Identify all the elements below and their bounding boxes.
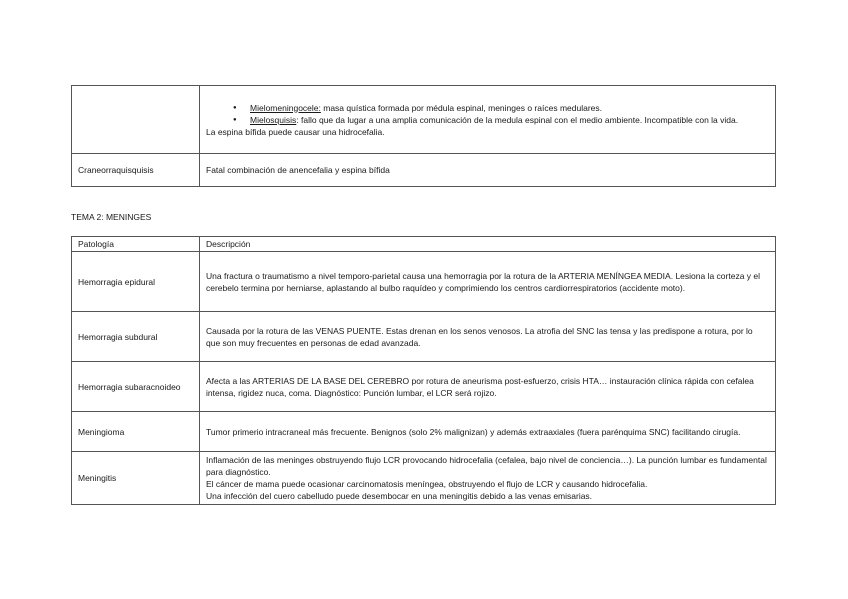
description-line: Una infección del cuero cabelludo puede desembocar en una meningitis debido a las venas emisarias. [206, 491, 593, 501]
description-cell: Afecta a las ARTERIAS DE LA BASE DEL CEREBRO por rotura de aneurisma post-esfuerzo, crisis HTA… instauración clínica rápida con cefalea intensa, rigidez nuca, coma. Diagnóstico: Punción lumbar, el LCR será rojizo. [200, 362, 776, 412]
section-title: TEMA 2: MENINGES [71, 212, 152, 222]
note-text: La espina bífida puede causar una hidrocefalia. [206, 126, 385, 137]
table-row [72, 252, 776, 312]
table-row [72, 312, 776, 362]
pathology-label: Meningitis [72, 452, 200, 505]
pathology-label: Hemorragia subdural [72, 312, 200, 362]
table-row [72, 154, 776, 187]
pathology-label: Craneorraquisquisis [72, 154, 200, 187]
header-descripcion: Descripción [200, 237, 776, 252]
table-row [72, 362, 776, 412]
term: Mielomeningocele: [250, 102, 321, 113]
description-cell: Fatal combinación de anencefalia y espina bífida [200, 154, 776, 187]
term: Mielosquisis [250, 114, 297, 125]
term-text: masa quística formada por médula espinal, meninges o raíces medulares. [320, 102, 602, 113]
description-cell [200, 86, 776, 154]
list-item [250, 102, 769, 114]
bullet-list [206, 102, 769, 126]
description-cell: Tumor primerio intracraneal más frecuente. Benignos (solo 2% malignizan) y además extraaxiales (fuera parénquima SNC) facilitando cirugía. [200, 412, 776, 452]
description-cell: Causada por la rotura de las VENAS PUENTE. Estas drenan en los senos venosos. La atrofia del SNC las tensa y las predispone a rotura, por lo que son muy frecuentes en personas de edad avanzada. [200, 312, 776, 362]
table-row [72, 86, 776, 154]
description-cell: Una fractura o traumatismo a nivel temporo-parietal causa una hemorragia por la rotura de la ARTERIA MENÍNGEA MEDIA. Lesiona la corteza y el cerebelo termina por herniarse, aplastando al bulbo raquídeo y comprimiendo los centros cardiorrespiratorios (accidente moto). [200, 252, 776, 312]
description-cell [200, 452, 776, 505]
pathology-label: Hemorragia subaracnoideo [72, 362, 200, 412]
pathology-table [71, 236, 776, 505]
list-item [250, 114, 769, 126]
empty-cell [72, 86, 200, 154]
term-text: : fallo que da lugar a una amplia comunicación de la medula espinal con el medio ambiente. Incompatible con la vida. [296, 114, 739, 125]
pathology-label: Hemorragia epidural [72, 252, 200, 312]
pathology-label: Meningioma [72, 412, 200, 452]
table-row [72, 412, 776, 452]
description-line: Inflamación de las meninges obstruyendo flujo LCR provocando hidrocefalia (cefalea, bajo nivel de conciencia…). La punción lumbar es fundamental para diagnóstico. [206, 455, 767, 477]
table-row [72, 452, 776, 505]
top-table [71, 85, 776, 187]
header-patologia: Patología [72, 237, 200, 252]
description-line: El cáncer de mama puede ocasionar carcinomatosis meníngea, obstruyendo el flujo de LCR y causando hidrocefalia. [206, 479, 648, 489]
header-row [72, 237, 776, 252]
